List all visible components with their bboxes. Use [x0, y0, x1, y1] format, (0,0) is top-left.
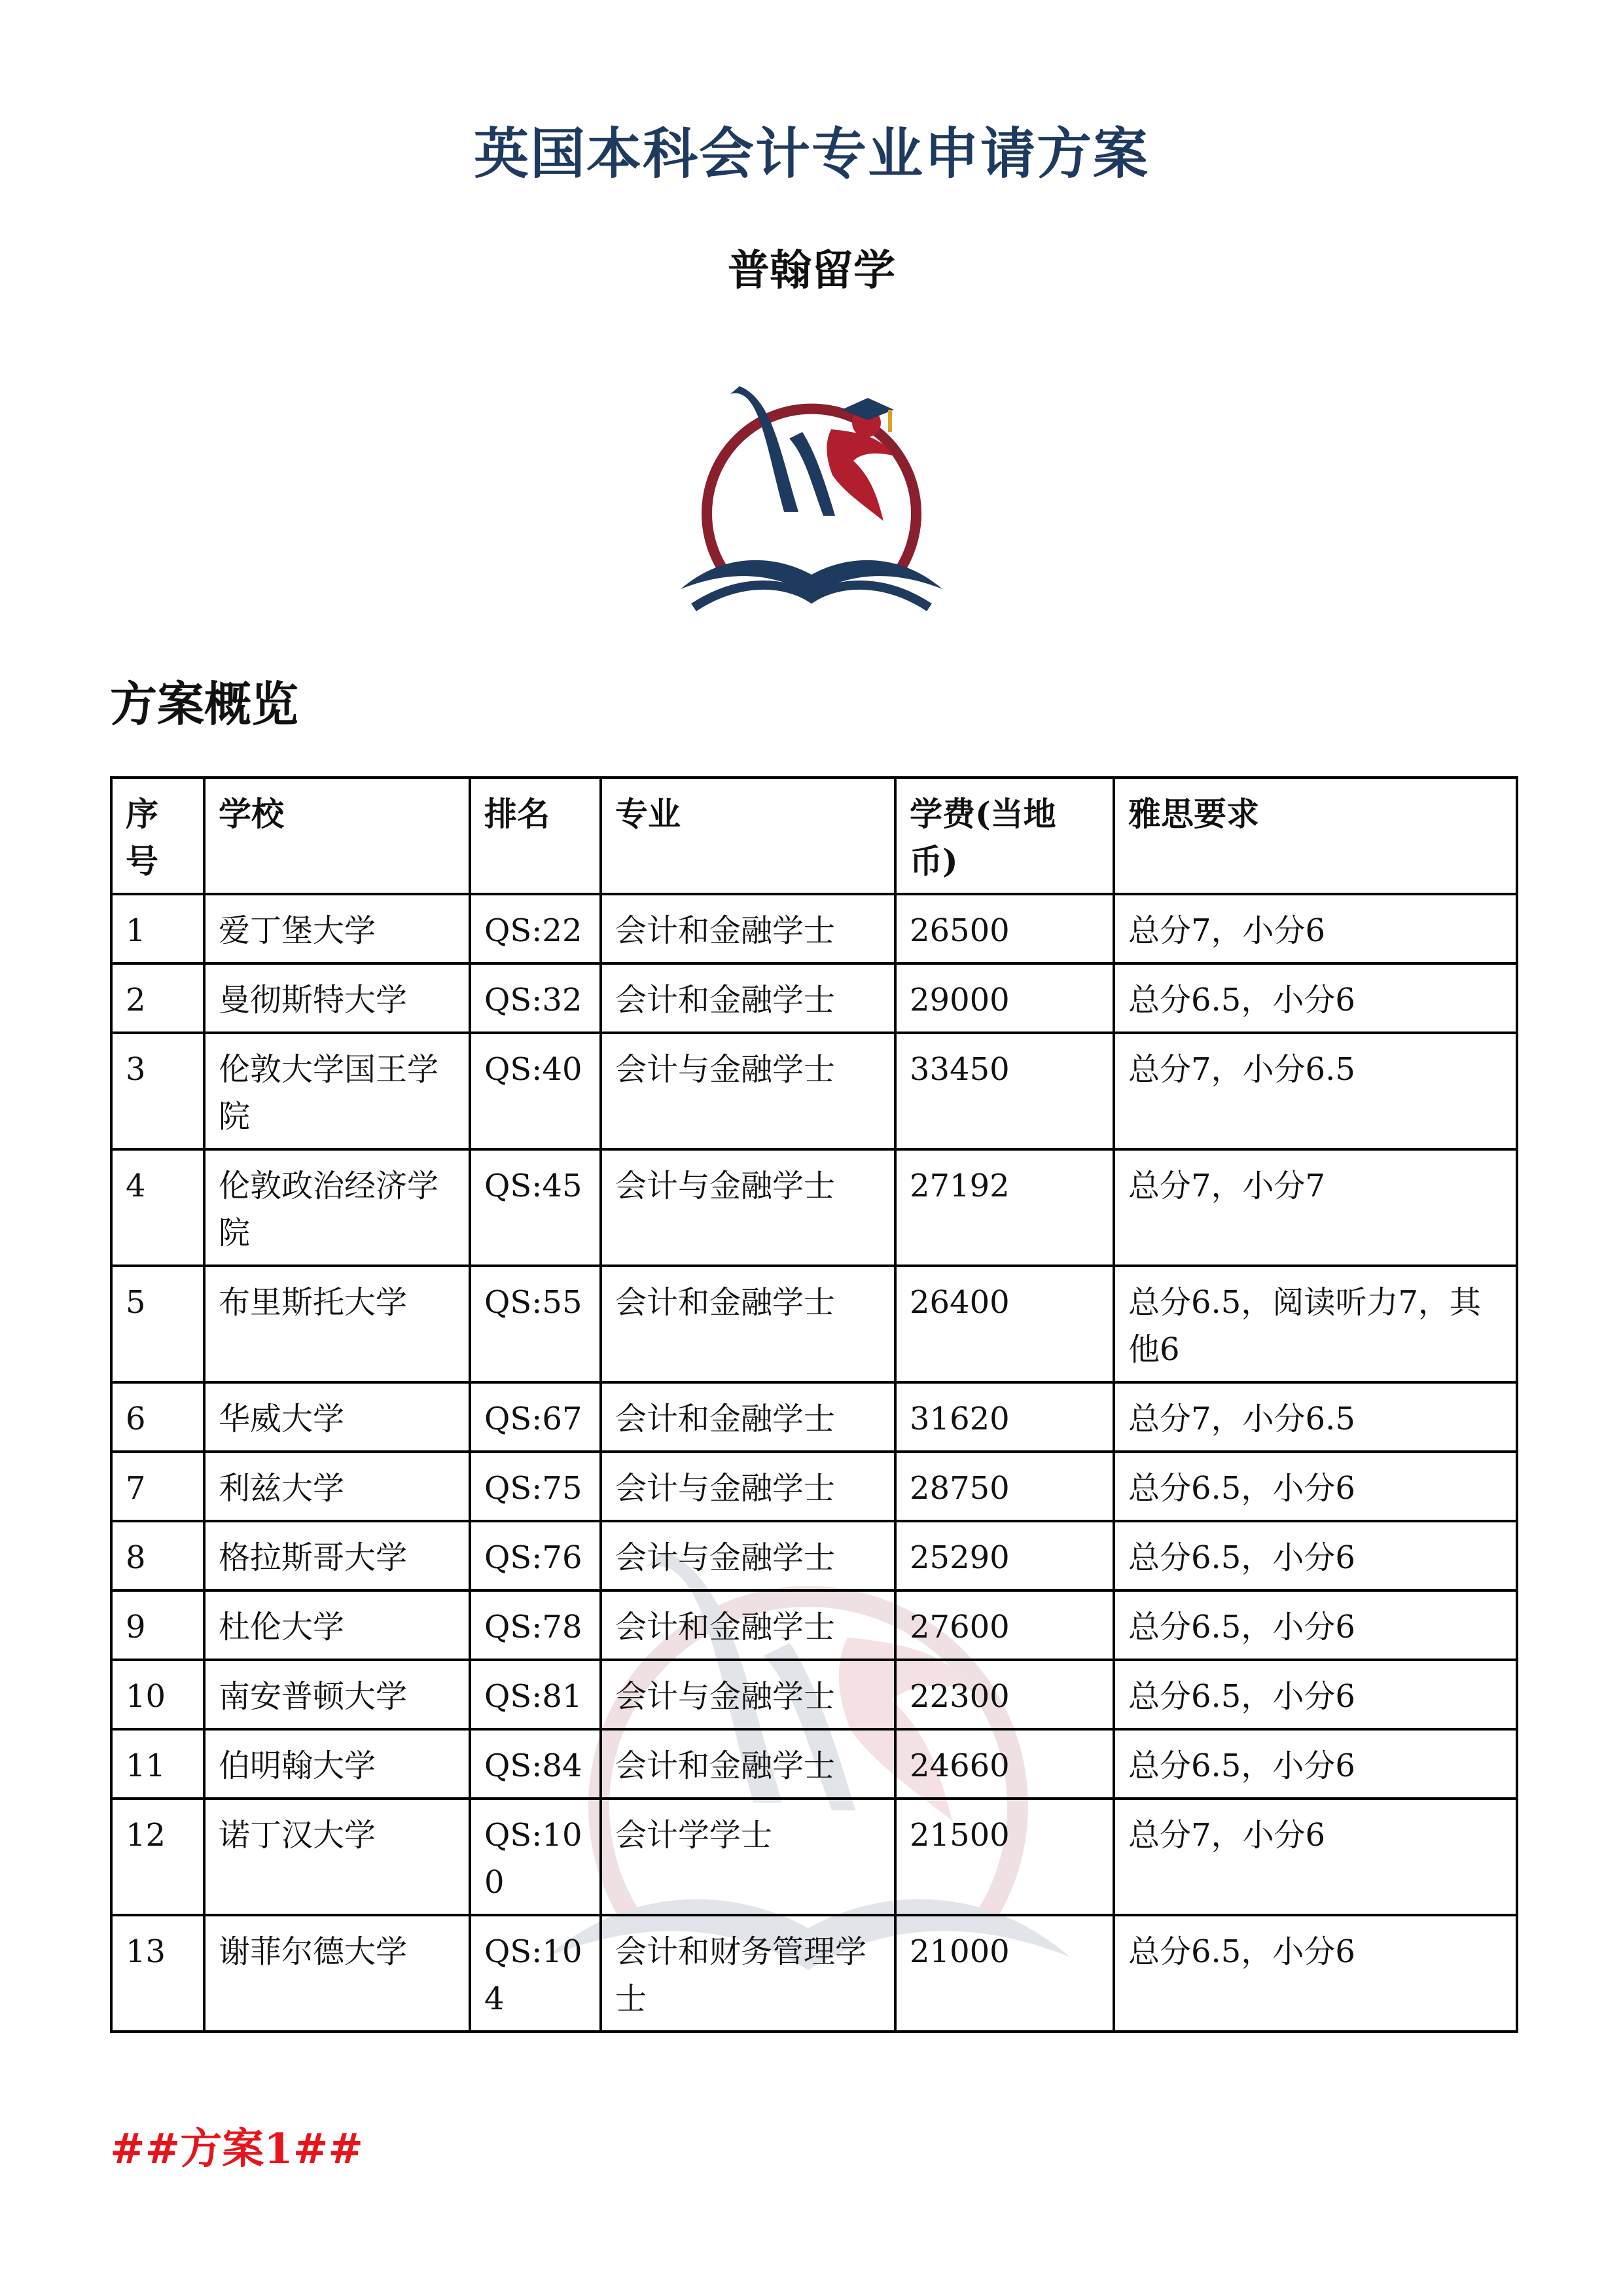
table-row: [111, 894, 1517, 963]
table-row: [111, 1590, 1517, 1660]
cell-major: 会计与金融学士: [601, 1521, 895, 1590]
cell-index: 12: [111, 1799, 204, 1915]
header-rank: 排名: [470, 778, 601, 894]
cell-school: 诺丁汉大学: [204, 1799, 470, 1915]
cell-rank: QS:40: [470, 1033, 601, 1149]
cell-rank: QS:84: [470, 1729, 601, 1799]
cell-index: 1: [111, 894, 204, 963]
cell-school: 杜伦大学: [204, 1590, 470, 1660]
cell-major: 会计和金融学士: [601, 1266, 895, 1382]
cell-rank: QS:45: [470, 1149, 601, 1266]
cell-major: 会计与金融学士: [601, 1149, 895, 1266]
cell-ielts: 总分6.5，阅读听力7，其他6: [1114, 1266, 1517, 1382]
cell-school: 谢菲尔德大学: [204, 1915, 470, 2032]
cell-ielts: 总分6.5，小分6: [1114, 1915, 1517, 2032]
cell-index: 7: [111, 1452, 204, 1521]
section-heading: 方案概览: [110, 676, 299, 732]
cell-rank: QS:67: [470, 1382, 601, 1452]
cell-ielts: 总分7，小分6: [1114, 894, 1517, 963]
cell-tuition: 24660: [895, 1729, 1114, 1799]
cell-tuition: 25290: [895, 1521, 1114, 1590]
cell-ielts: 总分7，小分6.5: [1114, 1033, 1517, 1149]
table-row: [111, 1382, 1517, 1452]
table-row: [111, 1915, 1517, 2032]
cell-school: 曼彻斯特大学: [204, 963, 470, 1033]
table-row: [111, 1729, 1517, 1799]
cell-index: 9: [111, 1590, 204, 1660]
cell-major: 会计学学士: [601, 1799, 895, 1915]
header-ielts: 雅思要求: [1114, 778, 1517, 894]
cell-tuition: 28750: [895, 1452, 1114, 1521]
header-school: 学校: [204, 778, 470, 894]
cell-ielts: 总分6.5，小分6: [1114, 1590, 1517, 1660]
cell-rank: QS:32: [470, 963, 601, 1033]
cell-school: 利兹大学: [204, 1452, 470, 1521]
table-row: [111, 1799, 1517, 1915]
cell-rank: QS:22: [470, 894, 601, 963]
table-row: [111, 1660, 1517, 1729]
table-row: [111, 963, 1517, 1033]
plan-marker: ##方案1##: [110, 2125, 364, 2174]
cell-rank: QS:76: [470, 1521, 601, 1590]
cell-ielts: 总分6.5，小分6: [1114, 963, 1517, 1033]
cell-tuition: 27600: [895, 1590, 1114, 1660]
header-index: 序号: [111, 778, 204, 894]
cell-school: 伯明翰大学: [204, 1729, 470, 1799]
cell-school: 格拉斯哥大学: [204, 1521, 470, 1590]
cell-rank: QS:78: [470, 1590, 601, 1660]
cell-ielts: 总分6.5，小分6: [1114, 1452, 1517, 1521]
cell-tuition: 22300: [895, 1660, 1114, 1729]
page-subtitle: 普翰留学: [728, 246, 895, 295]
cell-tuition: 26400: [895, 1266, 1114, 1382]
cell-school: 爱丁堡大学: [204, 894, 470, 963]
header-tuition: 学费(当地币): [895, 778, 1114, 894]
cell-tuition: 21000: [895, 1915, 1114, 2032]
cell-tuition: 29000: [895, 963, 1114, 1033]
graduation-book-logo: [668, 340, 955, 615]
cell-major: 会计和金融学士: [601, 1382, 895, 1452]
cell-ielts: 总分6.5，小分6: [1114, 1521, 1517, 1590]
logo-letter-left: [730, 386, 798, 512]
header-major: 专业: [601, 778, 895, 894]
cell-index: 8: [111, 1521, 204, 1590]
cell-school: 布里斯托大学: [204, 1266, 470, 1382]
cell-tuition: 31620: [895, 1382, 1114, 1452]
cell-tuition: 33450: [895, 1033, 1114, 1149]
cell-rank: QS:104: [470, 1915, 601, 2032]
table-header-row: [111, 778, 1517, 894]
cell-ielts: 总分7，小分6.5: [1114, 1382, 1517, 1452]
cell-major: 会计和财务管理学士: [601, 1915, 895, 2032]
cell-index: 5: [111, 1266, 204, 1382]
cell-rank: QS:81: [470, 1660, 601, 1729]
table-row: [111, 1266, 1517, 1382]
cell-school: 华威大学: [204, 1382, 470, 1452]
cell-school: 伦敦大学国王学院: [204, 1033, 470, 1149]
cell-ielts: 总分6.5，小分6: [1114, 1660, 1517, 1729]
cell-school: 南安普顿大学: [204, 1660, 470, 1729]
cell-school: 伦敦政治经济学院: [204, 1149, 470, 1266]
cell-major: 会计与金融学士: [601, 1660, 895, 1729]
table-row: [111, 1033, 1517, 1149]
cell-major: 会计和金融学士: [601, 894, 895, 963]
cell-index: 10: [111, 1660, 204, 1729]
cell-index: 6: [111, 1382, 204, 1452]
cell-tuition: 27192: [895, 1149, 1114, 1266]
cell-tuition: 21500: [895, 1799, 1114, 1915]
cell-index: 3: [111, 1033, 204, 1149]
cell-ielts: 总分6.5，小分6: [1114, 1729, 1517, 1799]
table-row: [111, 1521, 1517, 1590]
cell-ielts: 总分7，小分6: [1114, 1799, 1517, 1915]
cell-major: 会计和金融学士: [601, 1729, 895, 1799]
logo-ring: [707, 409, 916, 571]
cell-index: 2: [111, 963, 204, 1033]
cell-rank: QS:55: [470, 1266, 601, 1382]
cell-ielts: 总分7，小分7: [1114, 1149, 1517, 1266]
cell-index: 4: [111, 1149, 204, 1266]
cell-rank: QS:75: [470, 1452, 601, 1521]
table-row: [111, 1452, 1517, 1521]
page-title: 英国本科会计专业申请方案: [473, 121, 1149, 186]
cell-tuition: 26500: [895, 894, 1114, 963]
cell-index: 11: [111, 1729, 204, 1799]
cell-major: 会计和金融学士: [601, 963, 895, 1033]
cell-major: 会计与金融学士: [601, 1033, 895, 1149]
cell-index: 13: [111, 1915, 204, 2032]
overview-table: [110, 776, 1518, 2033]
cell-major: 会计与金融学士: [601, 1452, 895, 1521]
cell-rank: QS:100: [470, 1799, 601, 1915]
table-row: [111, 1149, 1517, 1266]
cell-major: 会计和金融学士: [601, 1590, 895, 1660]
